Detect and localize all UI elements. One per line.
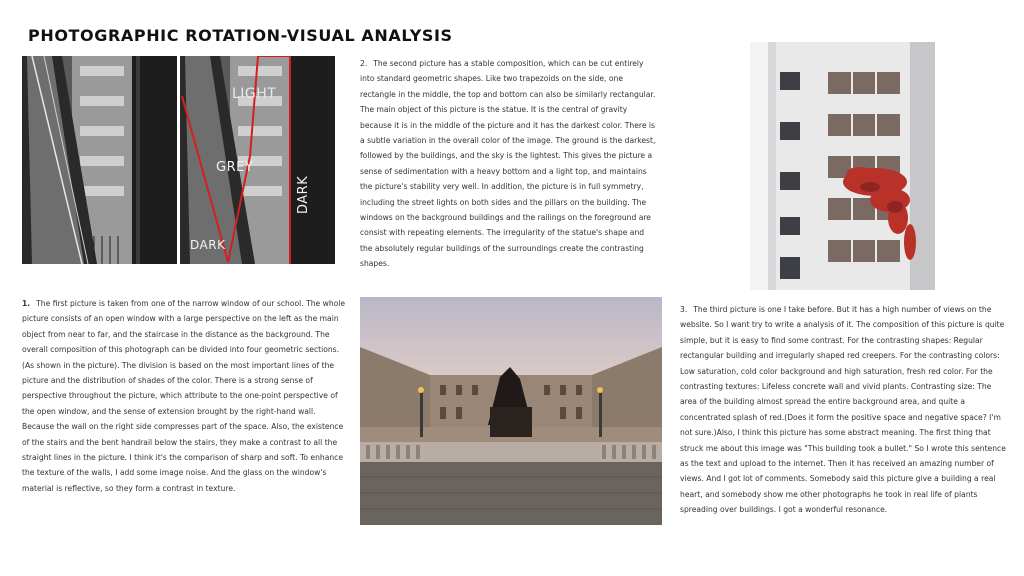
section-body: The first picture is taken from one of the narrow window of our school. The whole picture consists of an open window with a large perspective on the left as the main object from near to far, and the staircase in the distance as the background. The overall composition of this photograph can be divided into four geometric sections. (As shown in the picture). The division is based on the most important lines of the picture and the distribution of shades of the color. There is a strong sense of perspective throughout the picture, which attribute to the one-point perspective of the open window, and the sense of extension brought by the right-hand wall. Because the wall on the right side compresses part of the space. Also, the existence of the stairs and the bent handrail below the stairs, they make a contrast to all the straight lines in the picture. I think it's the comparison of sharp and soft. To enhance the texture of the walls, I add some image noise. And the glass on the window's material is reflective, so they form a contrast in texture. [22, 299, 346, 493]
dark-vertical-label: DARK [296, 175, 311, 214]
section-number: 2. [360, 59, 368, 68]
section-1-text [22, 296, 348, 496]
annotated-window-staircase-photo [180, 56, 335, 264]
section-3-text [680, 302, 1010, 518]
statue-courtyard-photo [360, 297, 662, 525]
grey-label: GREY [216, 160, 254, 175]
section-2-text [360, 56, 656, 272]
building-creeper-photo [750, 42, 935, 290]
section-number: 3. [680, 305, 688, 314]
section-body: The third picture is one I take before. But it has a high number of views on the website. So I want try to write a analysis of it. The composition of this picture is quite simple, but it is easy to find some contrast. For the contrasting shapes: Regular rectangular building and irregularly shaped red creepers. For the contrasting colors: Low saturation, cold color background and high saturation, fresh red color. For the contrasting textures: Lifeless concrete wall and vivid plants. Contrasting size: The area of the building almost spread the entire background area, and quite a concentrated splash of red.(Does it form the positive space and negative space? I'm not sure.)Also, I think this picture has some abstract meaning. The first thing that struck me about this image was "This building took a bullet." So I wrote this sentence as the text and upload to the internet. Then it has received an amazing number of views. And I got lot of comments. Somebody said this picture give a building a real heart, and somebody show me other photographs he took in real life of plants spreading over buildings. I got a wonderful resonance. [680, 305, 1006, 515]
page-title: PHOTOGRAPHIC ROTATION-VISUAL ANALYSIS [28, 26, 453, 45]
dark-label: DARK [190, 238, 226, 252]
light-label: LIGHT [232, 86, 277, 102]
section-number: 1. [22, 299, 31, 308]
section-body: The second picture has a stable composition, which can be cut entirely into standard geometric shapes. Like two trapezoids on the side, one rectangle in the middle, the top and bottom can also be similarly rectangular. The main object of this picture is the statue. It is the central of gravity because it is in the middle of the picture and it has the darkest color. There is a subtle variation in the overall color of the image. The ground is the darkest, followed by the buildings, and the sky is the lightest. This gives the picture a sense of sedimentation with a heavy bottom and a light top, and maintains the picture's stability very well. In addition, the picture is in full symmetry, including the street lights on both sides and the pillars on the building. The windows on the background buildings and the railings on the foreground are consist with repeating elements. The irregularity of the statue's shape and the absolutely regular buildings of the surroundings create the contrasting shapes. [360, 59, 656, 269]
window-staircase-photo [22, 56, 177, 264]
